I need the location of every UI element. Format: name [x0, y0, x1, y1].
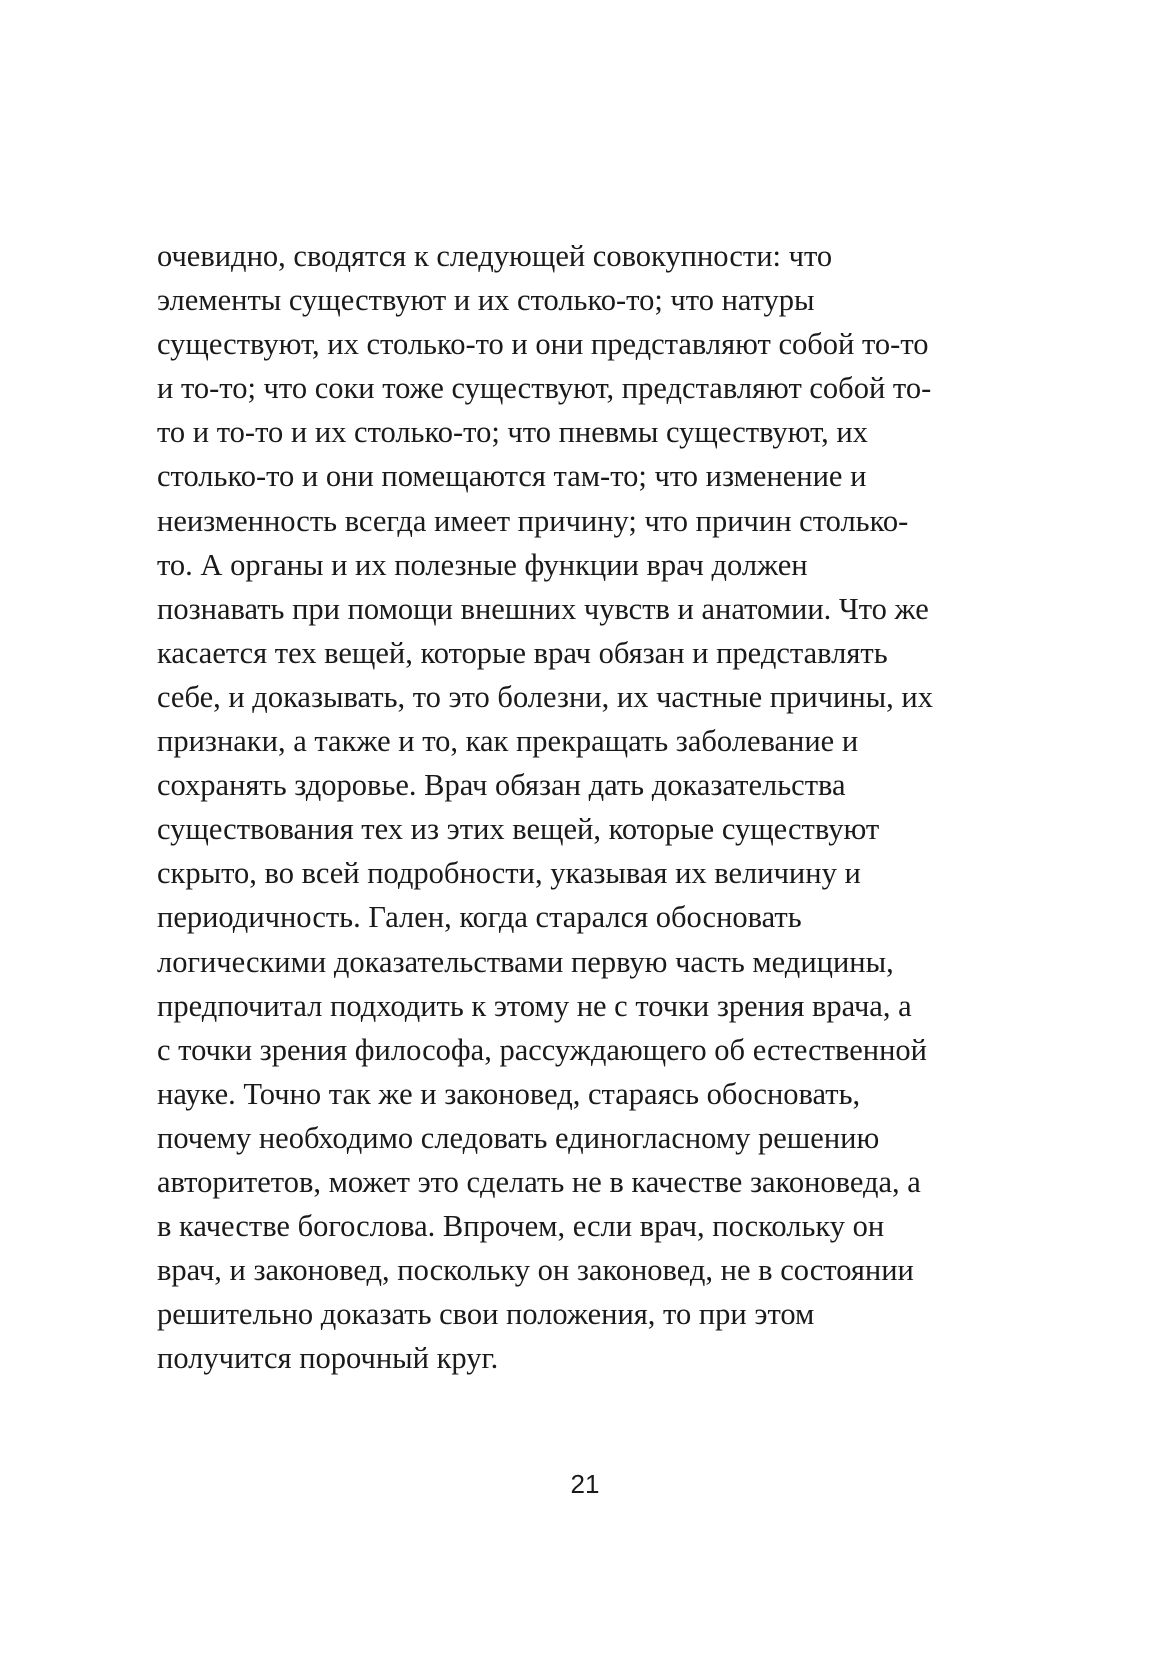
text-line: с точки зрения философа, рассуждающего об естественной — [157, 1032, 928, 1067]
text-line: врач, и законовед, поскольку он законовед, не в состоянии — [157, 1253, 914, 1288]
text-line: в качестве богослова. Впрочем, если врач, поскольку он — [157, 1209, 885, 1244]
text-line: существования тех из этих вещей, которые существуют — [157, 812, 880, 847]
text-line: почему необходимо следовать единогласному решению — [157, 1120, 880, 1155]
text-line: неизменность всегда имеет причину; что причин столько- — [157, 503, 909, 538]
text-line: касается тех вещей, которые врач обязан и представлять — [157, 635, 888, 670]
body-paragraph — [157, 234, 1037, 1380]
text-line: сохранять здоровье. Врач обязан дать доказательства — [157, 768, 846, 803]
text-line: скрыто, во всей подробности, указывая их величину и — [157, 856, 861, 891]
text-line: периодичность. Гален, когда старался обосновать — [157, 900, 802, 935]
text-line: очевидно, сводятся к следующей совокупности: что — [157, 239, 833, 273]
text-line: себе, и доказывать, то это болезни, их частные причины, их — [157, 679, 933, 714]
page-number: 21 — [570, 1469, 600, 1499]
text-line: решительно доказать свои положения, то при этом — [157, 1297, 815, 1332]
text-line: науке. Точно так же и законовед, стараясь обосновать, — [157, 1076, 861, 1111]
text-line: существуют, их столько-то и они представляют собой то-то — [157, 327, 929, 362]
text-line: получится порочный круг. — [157, 1341, 499, 1376]
text-line: элементы существуют и их столько-то; что натуры — [157, 283, 815, 318]
text-line: то и то-то и их столько-то; что пневмы существуют, их — [157, 415, 868, 450]
text-line: столько-то и они помещаются там-то; что изменение и — [157, 459, 867, 494]
text-line: познавать при помощи внешних чувств и анатомии. Что же — [157, 591, 929, 626]
text-line: предпочитал подходить к этому не с точки зрения врача, а — [157, 988, 912, 1023]
text-line: логическими доказательствами первую часть медицины, — [157, 944, 894, 979]
text-line: авторитетов, может это сделать не в качестве законоведа, а — [157, 1164, 921, 1199]
text-line: и то-то; что соки тоже существуют, представляют собой то- — [157, 371, 932, 406]
text-line: то. А органы и их полезные функции врач должен — [157, 547, 808, 582]
text-line: признаки, а также и то, как прекращать заболевание и — [157, 724, 859, 759]
